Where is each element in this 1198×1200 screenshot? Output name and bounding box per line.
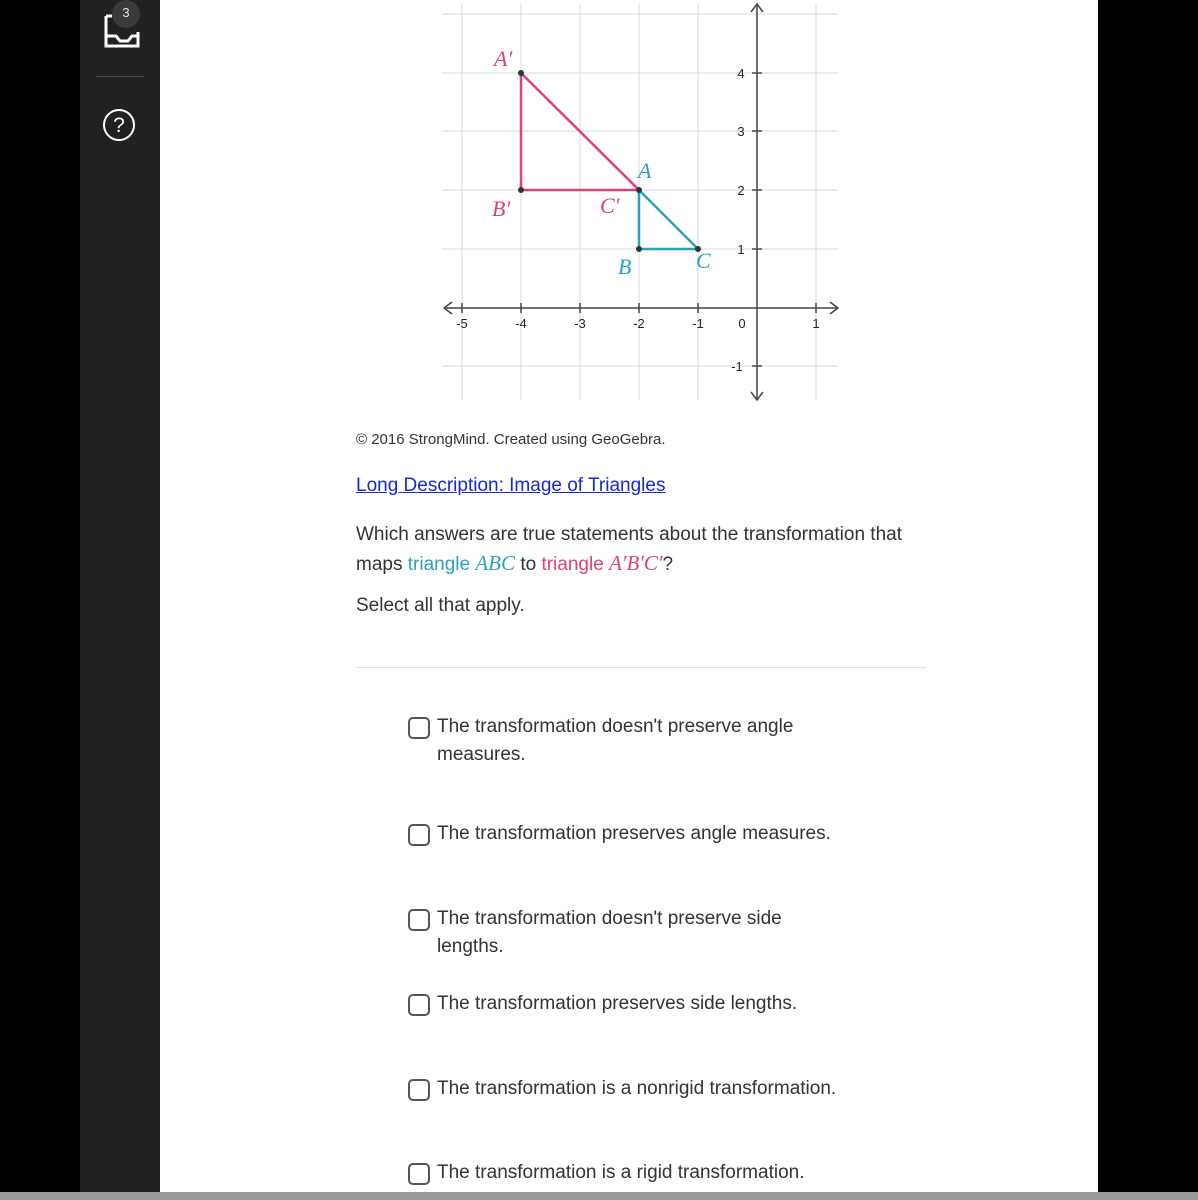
coordinate-graph <box>438 0 848 405</box>
point-b-prime <box>518 187 524 193</box>
y-tick-label: 4 <box>737 66 745 81</box>
x-tick-label: -3 <box>574 316 586 331</box>
sidebar <box>80 0 160 1200</box>
option-label: The transformation preserves angle measures. <box>437 823 831 844</box>
checkbox[interactable] <box>408 994 430 1016</box>
option-label: The transformation doesn't preserve side lengths. <box>437 908 782 957</box>
option-label: The transformation is a nonrigid transformation. <box>437 1078 837 1099</box>
inbox-count-badge: 3 <box>112 0 140 28</box>
x-tick-label: 1 <box>812 316 820 331</box>
option-sides-preserved[interactable] <box>408 990 838 1018</box>
triangle-image-name: A′B′C′ <box>609 551 663 575</box>
option-label: The transformation preserves side lengths. <box>437 993 798 1014</box>
option-label: The transformation is a rigid transformation. <box>437 1162 805 1183</box>
x-tick-label: -1 <box>692 316 704 331</box>
svg-text:?: ? <box>113 114 125 137</box>
triangle-abc <box>639 190 698 249</box>
x-tick-label: -2 <box>633 316 645 331</box>
label-a: A <box>638 158 652 183</box>
x-tick-label: 0 <box>738 316 746 331</box>
page-margin-right <box>984 0 1098 1200</box>
option-label: The transformation doesn't preserve angle measures. <box>437 716 794 765</box>
y-tick-label: 2 <box>737 183 745 198</box>
checkbox[interactable] <box>408 1079 430 1101</box>
divider <box>356 667 926 668</box>
option-angle-preserved[interactable] <box>408 820 838 848</box>
triangle-abc-name: ABC <box>475 551 516 575</box>
y-tick-label: 1 <box>737 242 745 257</box>
option-rigid[interactable] <box>408 1159 838 1187</box>
checkbox[interactable] <box>408 909 430 931</box>
y-tick-label: 3 <box>737 124 745 139</box>
point-a-prime <box>518 70 524 76</box>
y-tick-label: -1 <box>731 359 743 374</box>
instruction-text: Select all that apply. <box>356 595 525 616</box>
label-b: B <box>618 254 632 279</box>
question-mark: ? <box>662 554 674 575</box>
question-text <box>356 521 916 579</box>
checkbox[interactable] <box>408 717 430 739</box>
x-tick-label: -5 <box>456 316 468 331</box>
long-description-link[interactable]: Long Description: Image of Triangles <box>356 475 666 496</box>
triangle-word: triangle <box>407 554 471 575</box>
label-c-prime: C′ <box>600 193 620 218</box>
checkbox[interactable] <box>408 824 430 846</box>
triangle-word: triangle <box>541 554 604 575</box>
left-screen-border <box>0 0 80 1200</box>
help-icon[interactable] <box>102 108 136 142</box>
question-content <box>298 0 984 1200</box>
point-a <box>636 187 642 193</box>
option-sides-not-preserved[interactable] <box>408 905 838 961</box>
label-c: C <box>696 248 711 273</box>
option-angle-not-preserved[interactable] <box>408 713 838 769</box>
label-a-prime: A′ <box>494 46 513 71</box>
page-margin-left <box>160 0 298 1200</box>
bottom-scrollbar[interactable] <box>0 1192 1198 1200</box>
label-b-prime: B′ <box>492 196 511 221</box>
right-screen-border <box>1098 0 1198 1200</box>
question-intro: Which answers are true statements about the transformation that maps <box>356 524 902 575</box>
x-tick-label: -4 <box>515 316 527 331</box>
point-b <box>636 246 642 252</box>
to-word: to <box>520 554 537 575</box>
option-nonrigid[interactable] <box>408 1075 838 1103</box>
checkbox[interactable] <box>408 1163 430 1185</box>
copyright-text: © 2016 StrongMind. Created using GeoGebra. <box>356 431 666 448</box>
sidebar-divider <box>96 76 144 77</box>
